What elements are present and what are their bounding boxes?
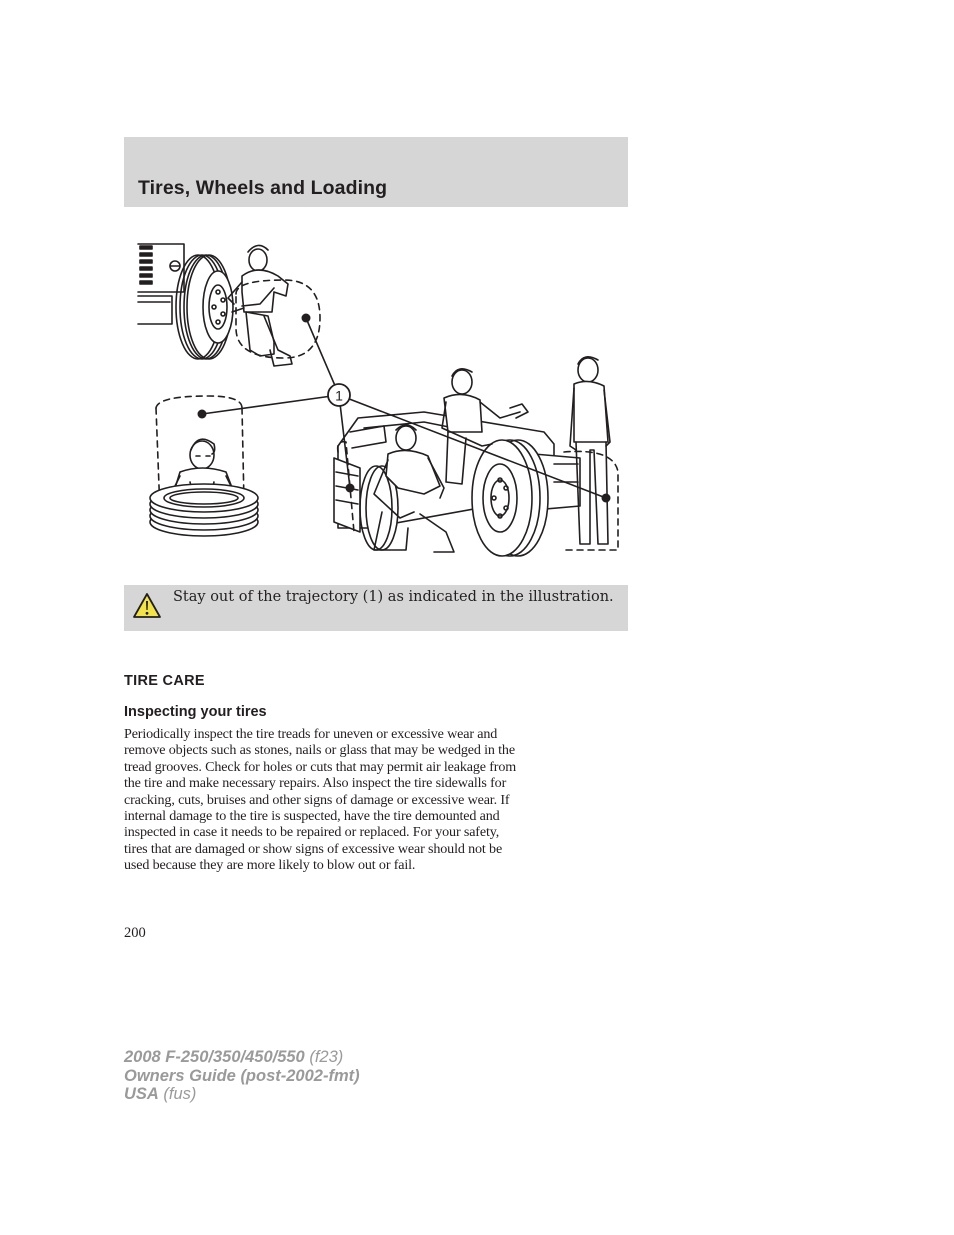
body-line: inspected in case it needs to be repaired or replaced. For your safety, xyxy=(124,824,500,841)
body-line: cracking, cuts, bruises and other signs of damage or excessive wear. If xyxy=(124,791,510,808)
footer-market-code: (fus) xyxy=(158,1085,197,1103)
section-heading: TIRE CARE xyxy=(124,673,205,689)
warning-triangle-icon xyxy=(132,592,162,620)
warning-box xyxy=(124,585,628,631)
footer-model: 2008 F-250/350/450/550 xyxy=(124,1048,305,1066)
warning-text: Stay out of the trajectory (1) as indicated in the illustration. xyxy=(173,589,614,605)
page-title: Tires, Wheels and Loading xyxy=(138,177,388,199)
footer-line-guide xyxy=(124,1067,360,1086)
illustration-drawing xyxy=(124,232,628,568)
truck-service-scene xyxy=(334,357,618,556)
document-footer xyxy=(124,1048,360,1104)
body-line: the tire and make necessary repairs. Also inspect the tire sidewalls for xyxy=(124,775,507,792)
body-line: remove objects such as stones, nails or glass that may be wedged in the xyxy=(124,742,515,759)
footer-guide: Owners Guide (post-2002-fmt) xyxy=(124,1066,360,1085)
body-line: tires that are damaged or show signs of excessive wear should not be xyxy=(124,840,503,857)
tire-trajectory-illustration xyxy=(124,232,628,568)
page-number: 200 xyxy=(124,925,146,941)
body-line: Periodically inspect the tire treads for uneven or excessive wear and xyxy=(124,726,498,742)
body-paragraph xyxy=(124,726,624,874)
section-header-band xyxy=(124,137,628,207)
body-line: internal damage to the tire is suspected, have the tire demounted and xyxy=(124,808,500,825)
footer-line-model xyxy=(124,1048,360,1067)
subsection-heading: Inspecting your tires xyxy=(124,704,267,720)
body-line: tread grooves. Check for holes or cuts that may permit air leakage from xyxy=(124,758,517,775)
footer-line-market xyxy=(124,1085,360,1104)
vehicle-side-scene xyxy=(138,244,320,366)
callout-number: 1 xyxy=(335,387,343,404)
footer-market: USA xyxy=(124,1085,159,1103)
body-line: used because they are more likely to blow out or fail. xyxy=(124,857,416,874)
footer-model-code: (f23) xyxy=(304,1048,344,1066)
